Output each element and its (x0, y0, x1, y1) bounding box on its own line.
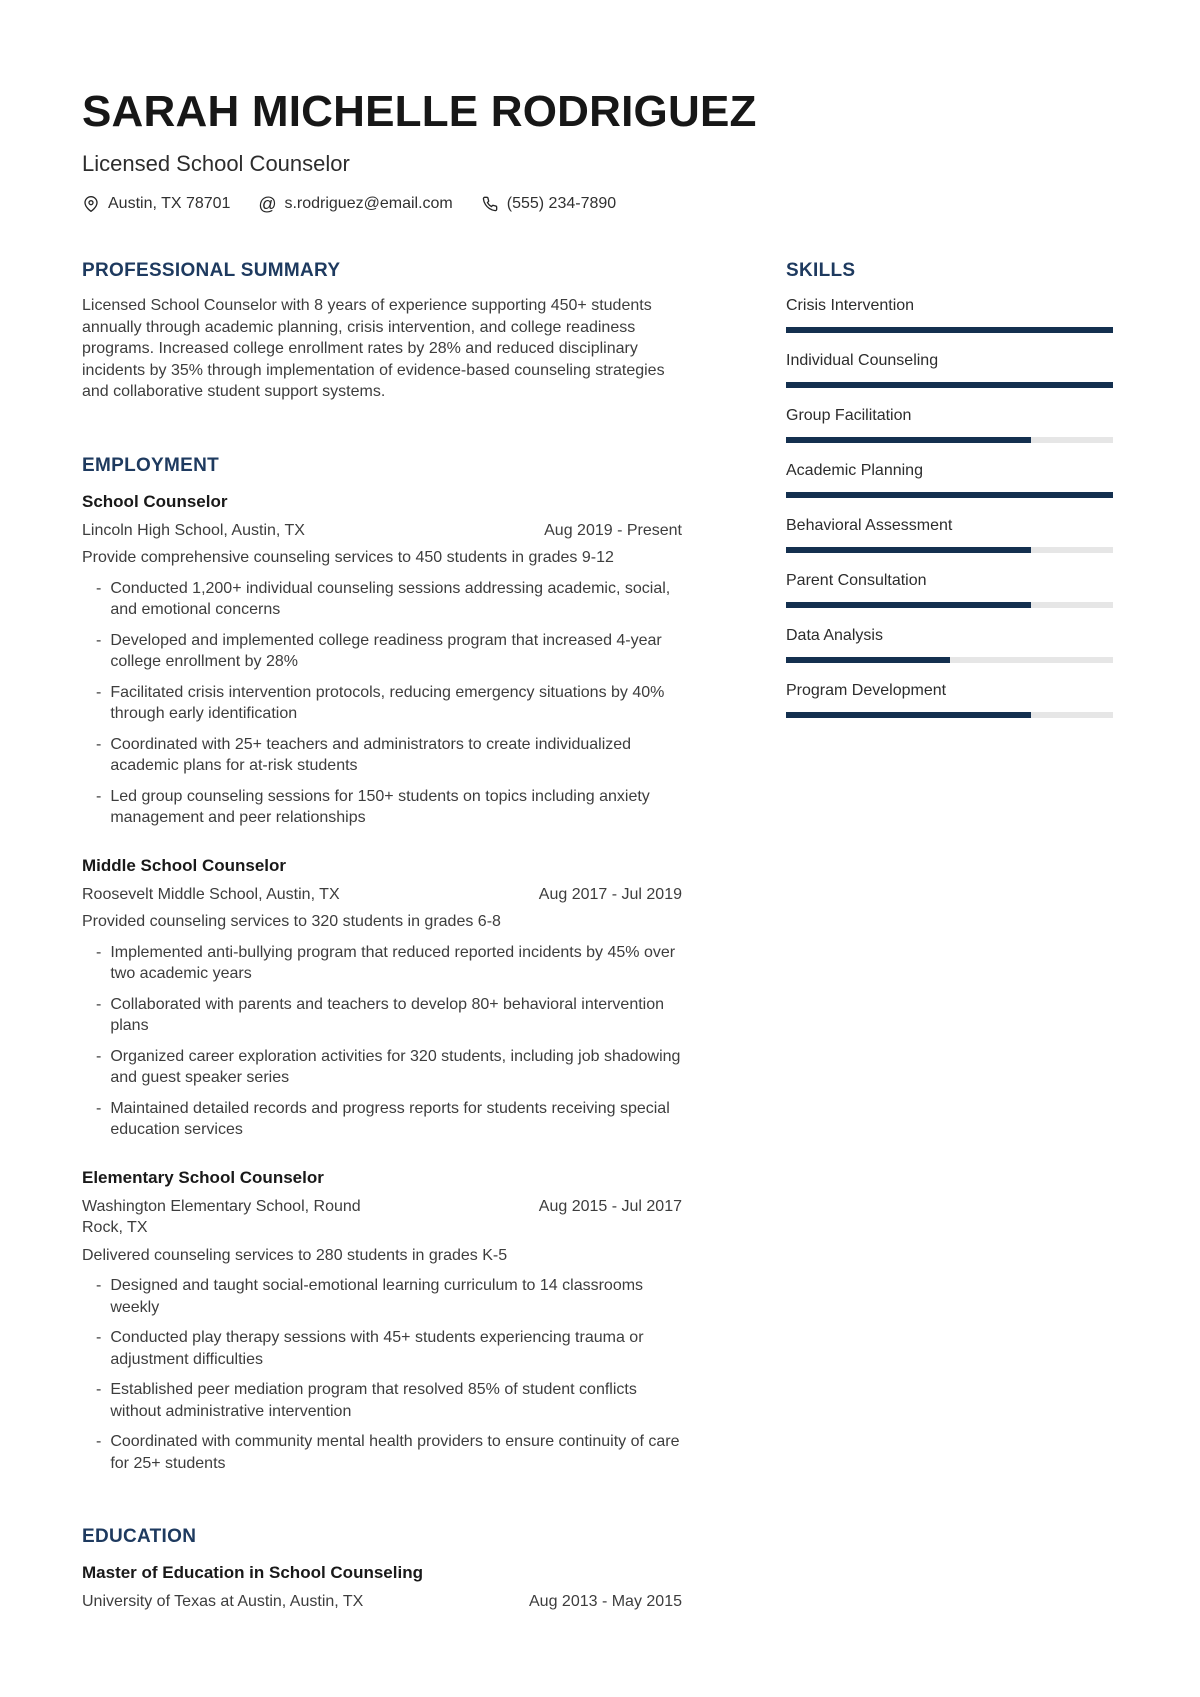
job-summary: Provided counseling services to 320 students in grades 6-8 (82, 913, 501, 930)
job-title: School Counselor (82, 491, 228, 511)
job-bullet-text: - Coordinated with community mental health providers to ensure continuity of care for 25+ students (110, 1433, 680, 1472)
job-bullet-text: - Conducted play therapy sessions with 45+ students experiencing trauma or adjustment difficulties (110, 1329, 644, 1368)
skill-bar-fill (786, 602, 1031, 608)
skill-entry (786, 460, 1113, 498)
job-bullet-text: - Designed and taught social-emotional learning curriculum to 14 classrooms weekly (110, 1277, 644, 1316)
skill-name: Parent Consultation (786, 572, 927, 589)
job-bullet (82, 682, 682, 725)
location-pin-icon (82, 195, 100, 213)
job-bullet (82, 1431, 682, 1474)
skill-bar-track (786, 547, 1113, 553)
skill-bar-fill (786, 437, 1031, 443)
skill-bar-fill (786, 712, 1031, 718)
skill-entry (786, 350, 1113, 388)
phone-icon (481, 195, 499, 213)
skills-heading: SKILLS (786, 260, 856, 281)
skill-bar-track (786, 327, 1113, 333)
jobs-list (82, 491, 682, 1475)
job-summary: Delivered counseling services to 280 students in grades K-5 (82, 1246, 508, 1264)
job-entry (82, 855, 682, 1141)
job-bullet-text: - Led group counseling sessions for 150+ students on topics including anxiety management and peer relationships (110, 787, 650, 826)
contact-phone-text: (555) 234-7890 (506, 195, 617, 212)
contact-phone (481, 194, 616, 214)
contact-location (82, 194, 230, 214)
skill-bar-track (786, 492, 1113, 498)
job-bullet (82, 994, 682, 1037)
left-column (82, 260, 682, 1613)
skill-bar-track (786, 657, 1113, 663)
resume-header (82, 88, 1113, 214)
person-name: SARAH MICHELLE RODRIGUEZ (82, 87, 757, 136)
skill-entry (786, 625, 1113, 663)
job-summary: Provide comprehensive counseling services to 450 students in grades 9-12 (82, 549, 614, 566)
skill-entry (786, 515, 1113, 553)
skill-name: Crisis Intervention (786, 297, 915, 314)
job-bullet-text: - Implemented anti-bullying program that reduced reported incidents by 45% over two academic years (110, 943, 676, 982)
skill-entry (786, 295, 1113, 333)
job-company: Lincoln High School, Austin, TX (82, 521, 305, 539)
skill-bar-track (786, 437, 1113, 443)
skill-bar-fill (786, 492, 1113, 498)
job-bullet (82, 786, 682, 829)
education-degree: Master of Education in School Counseling (82, 1563, 423, 1582)
resume-body (82, 260, 1113, 1613)
section-education (82, 1526, 682, 1613)
job-bullet-list (82, 942, 682, 1141)
job-bullet (82, 1275, 682, 1318)
skill-name: Individual Counseling (786, 352, 939, 369)
skill-bar-track (786, 382, 1113, 388)
job-bullet (82, 1098, 682, 1141)
contact-email (258, 194, 452, 214)
job-bullet-text: - Conducted 1,200+ individual counseling sessions addressing academic, social, and emotional concerns (110, 579, 671, 618)
job-dates: Aug 2017 - Jul 2019 (538, 885, 682, 903)
job-bullet-text: - Collaborated with parents and teachers to develop 80+ behavioral intervention plans (110, 995, 665, 1034)
skill-bar-fill (786, 547, 1031, 553)
job-bullet (82, 578, 682, 621)
job-company: Washington Elementary School, Round Rock, TX (82, 1197, 361, 1236)
job-company: Roosevelt Middle School, Austin, TX (82, 885, 340, 903)
skill-name: Data Analysis (786, 627, 883, 644)
job-bullet (82, 1046, 682, 1089)
job-bullet-text: - Maintained detailed records and progress reports for students receiving special education services (110, 1099, 670, 1138)
job-bullet-text: - Established peer mediation program that resolved 85% of student conflicts without administrative intervention (110, 1381, 637, 1420)
job-bullet (82, 1379, 682, 1422)
skill-entry (786, 570, 1113, 608)
employment-heading: EMPLOYMENT (82, 454, 220, 476)
job-bullet (82, 734, 682, 777)
job-entry (82, 491, 682, 829)
job-bullet-text: - Facilitated crisis intervention protocols, reducing emergency situations by 40% through early identification (110, 683, 665, 722)
section-employment (82, 455, 682, 1475)
education-heading: EDUCATION (82, 1526, 197, 1547)
education-dates: Aug 2013 - May 2015 (529, 1593, 682, 1610)
skill-name: Academic Planning (786, 462, 923, 479)
skill-bar-track (786, 602, 1113, 608)
job-bullet (82, 630, 682, 673)
skill-name: Group Facilitation (786, 407, 912, 424)
skill-bar-track (786, 712, 1113, 718)
job-title: Middle School Counselor (82, 855, 287, 875)
skill-bar-fill (786, 382, 1113, 388)
skill-name: Program Development (786, 682, 947, 699)
job-bullet-text: - Developed and implemented college readiness program that increased 4-year college enrollment by 28% (110, 631, 662, 670)
job-title: Elementary School Counselor (82, 1167, 324, 1187)
skill-bar-fill (786, 657, 950, 663)
job-bullet-list (82, 578, 682, 829)
job-dates: Aug 2019 - Present (544, 521, 682, 539)
skills-list (786, 295, 1113, 718)
contact-location-text: Austin, TX 78701 (108, 195, 231, 212)
job-bullet (82, 942, 682, 985)
skill-entry (786, 680, 1113, 718)
job-meta-row (82, 520, 682, 542)
email-at-icon: @ (258, 194, 277, 214)
job-entry (82, 1167, 682, 1475)
summary-text: Licensed School Counselor with 8 years of experience supporting 450+ students annually through academic planning, crisis intervention, and college readiness programs. Increased college enrollment rates by 28% and reduced disciplinary incidents by 35% through implementation of evidence-based counseling strategies and collaborative student support systems. (82, 297, 665, 400)
skill-entry (786, 405, 1113, 443)
job-bullet-text: - Organized career exploration activities for 320 students, including job shadowing and guest speaker series (110, 1047, 681, 1086)
person-job-title: Licensed School Counselor (82, 151, 350, 176)
contact-row (82, 194, 1113, 214)
job-bullet (82, 1327, 682, 1370)
skill-name: Behavioral Assessment (786, 517, 953, 534)
right-column (786, 260, 1113, 1613)
education-meta-row (82, 1591, 682, 1613)
education-school: University of Texas at Austin, Austin, TX (82, 1593, 364, 1610)
job-meta-row (82, 884, 682, 906)
job-meta-row (82, 1196, 682, 1239)
skill-bar-fill (786, 327, 1113, 333)
contact-email-text: s.rodriguez@email.com (284, 195, 453, 212)
section-professional-summary (82, 260, 682, 403)
section-skills (786, 260, 1113, 718)
job-bullet-text: - Coordinated with 25+ teachers and administrators to create individualized academic plans for at-risk students (110, 735, 632, 774)
summary-heading: PROFESSIONAL SUMMARY (82, 260, 341, 281)
job-dates: Aug 2015 - Jul 2017 (538, 1197, 682, 1215)
job-bullet-list (82, 1275, 682, 1474)
